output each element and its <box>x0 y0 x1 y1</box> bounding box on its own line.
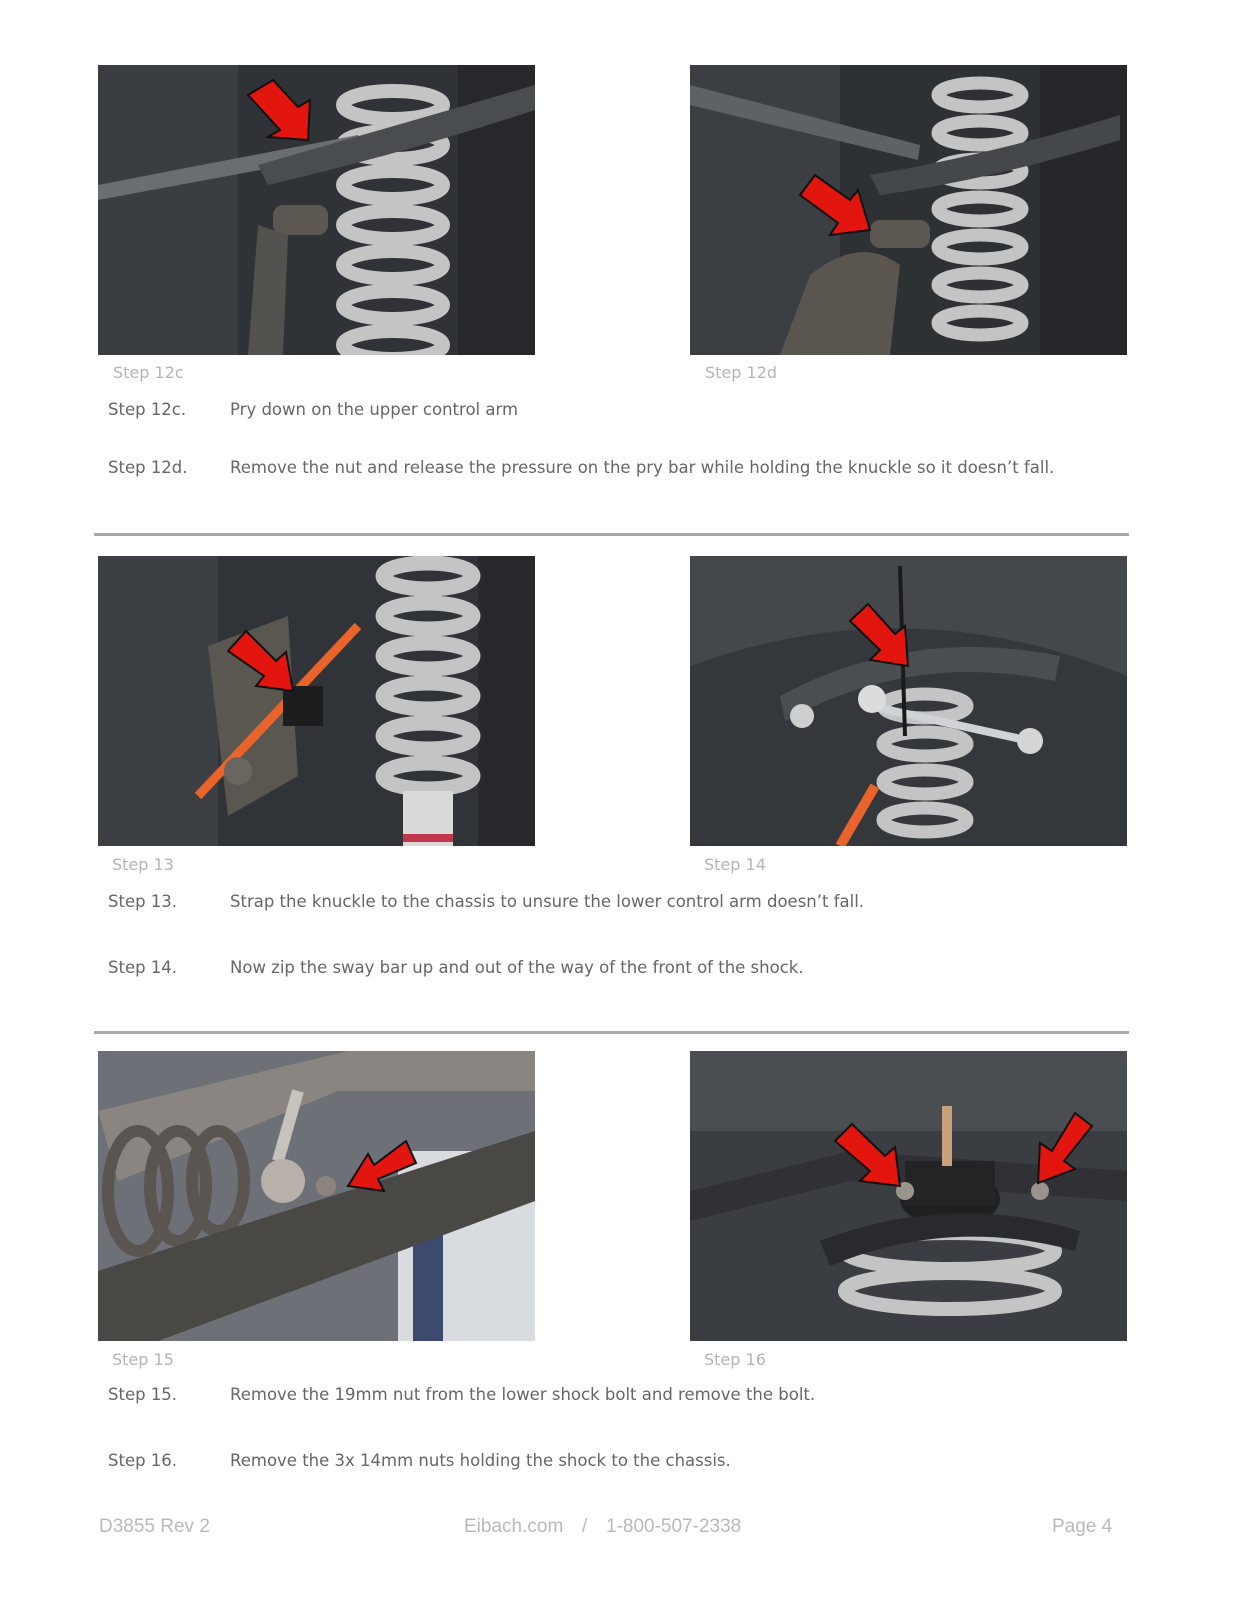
photo-caption: Step 12d <box>705 363 778 382</box>
section-divider <box>94 533 1129 536</box>
step-instruction: Strap the knuckle to the chassis to unsure the lower control arm doesn’t fall. <box>230 892 865 911</box>
footer-doc-id: D3855 Rev 2 <box>99 1516 210 1537</box>
photo-step-14 <box>690 556 1127 846</box>
section-divider <box>94 1031 1129 1034</box>
photo-step-12d <box>690 65 1127 355</box>
step-label: Step 12c. <box>108 400 187 419</box>
step-instruction: Remove the nut and release the pressure on the pry bar while holding the knuckle so it doesn’t fall. <box>230 458 1055 477</box>
photo-step-15 <box>98 1051 535 1341</box>
photo-caption: Step 13 <box>112 855 174 874</box>
step-label: Step 14. <box>108 958 178 977</box>
footer-phone: 1-800-507-2338 <box>606 1516 742 1537</box>
footer-website: Eibach.com <box>464 1516 564 1537</box>
photo-step-12c <box>98 65 535 355</box>
step-label: Step 13. <box>108 892 178 911</box>
step-instruction: Pry down on the upper control arm <box>230 400 519 419</box>
step-label: Step 15. <box>108 1385 178 1404</box>
footer-separator: / <box>582 1516 588 1537</box>
photo-step-13 <box>98 556 535 846</box>
photo-caption: Step 16 <box>704 1350 766 1369</box>
footer-page-number: Page 4 <box>1052 1516 1113 1537</box>
photo-caption: Step 15 <box>112 1350 174 1369</box>
step-instruction: Remove the 3x 14mm nuts holding the shock to the chassis. <box>230 1451 731 1470</box>
photo-caption: Step 12c <box>113 363 184 382</box>
step-label: Step 12d. <box>108 458 188 477</box>
step-instruction: Now zip the sway bar up and out of the way of the front of the shock. <box>230 958 804 977</box>
step-instruction: Remove the 19mm nut from the lower shock bolt and remove the bolt. <box>230 1385 816 1404</box>
photo-step-16 <box>690 1051 1127 1341</box>
photo-caption: Step 14 <box>704 855 766 874</box>
step-label: Step 16. <box>108 1451 178 1470</box>
